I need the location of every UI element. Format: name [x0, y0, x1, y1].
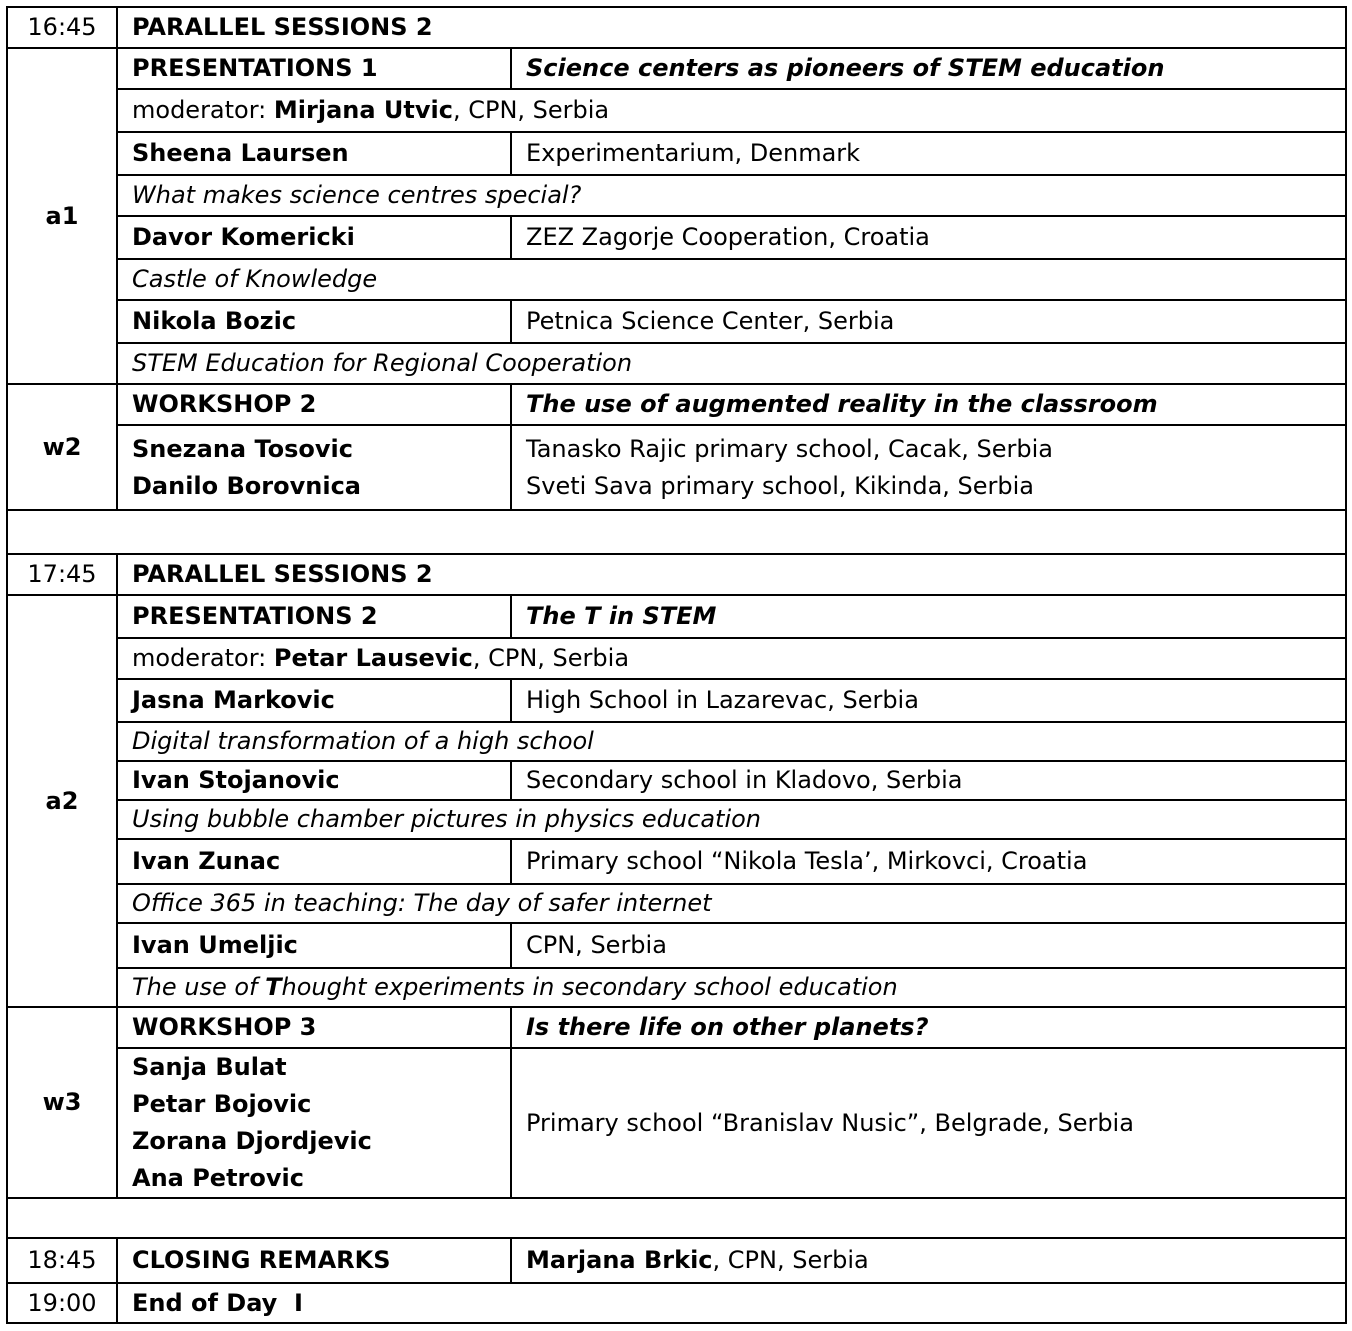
presenter-name: Petar Bojovic	[132, 1090, 312, 1118]
session-heading: PARALLEL SESSIONS 2	[117, 7, 1346, 48]
speaker-affiliation: Experimentarium, Denmark	[511, 132, 1346, 175]
presenter-name: Danilo Borovnica	[132, 471, 361, 500]
session-code: w3	[7, 1007, 117, 1198]
moderator-affiliation: , CPN, Serbia	[472, 644, 630, 673]
speaker-row	[7, 839, 1346, 884]
presenter-name: Snezana Tosovic	[132, 434, 353, 463]
workshop-header-row	[7, 384, 1346, 425]
presentation-header-row	[7, 595, 1346, 638]
moderator-name: Petar Lausevic	[273, 644, 473, 673]
session-theme: Is there life on other planets?	[511, 1007, 1346, 1048]
speaker-affiliation: ZEZ Zagorje Cooperation, Croatia	[511, 216, 1346, 259]
presenter-affiliations	[511, 425, 1346, 510]
session-code: a2	[7, 595, 117, 1007]
speaker-name: Sheena Laursen	[117, 132, 511, 175]
session-code: a1	[7, 48, 117, 384]
moderator-prefix: moderator:	[132, 644, 274, 673]
session-header-row	[7, 554, 1346, 595]
time-cell: 18:45	[7, 1238, 117, 1283]
talk-title-row	[7, 800, 1346, 839]
talk-title-emphasis: T	[265, 973, 282, 1002]
speaker-name: Ivan Umeljic	[117, 923, 511, 968]
speaker-name: Jasna Markovic	[117, 679, 511, 722]
session-label: WORKSHOP 3	[117, 1007, 511, 1048]
time-cell: 16:45	[7, 7, 117, 48]
talk-title-row	[7, 884, 1346, 923]
speaker-row	[7, 923, 1346, 968]
presenter-affiliation: Primary school “Branislav Nusic”, Belgrade, Serbia	[511, 1048, 1346, 1198]
speaker-name: Nikola Bozic	[117, 300, 511, 343]
end-row	[7, 1283, 1346, 1323]
closing-affiliation: , CPN, Serbia	[712, 1246, 869, 1275]
moderator-row	[7, 89, 1346, 132]
moderator-cell	[117, 638, 1346, 679]
talk-title-row	[7, 968, 1346, 1007]
closing-label: CLOSING REMARKS	[117, 1238, 511, 1283]
speaker-row	[7, 216, 1346, 259]
session-label: PRESENTATIONS 1	[117, 48, 511, 89]
presenter-name: Ana Petrovic	[132, 1164, 304, 1192]
speaker-affiliation: Secondary school in Kladovo, Serbia	[511, 761, 1346, 800]
talk-title: Office 365 in teaching: The day of safer internet	[117, 884, 1346, 923]
talk-title: Using bubble chamber pictures in physics education	[117, 800, 1346, 839]
time-cell: 17:45	[7, 554, 117, 595]
talk-title-row	[7, 175, 1346, 216]
speaker-row	[7, 132, 1346, 175]
moderator-name: Mirjana Utvic	[273, 96, 453, 125]
presenters-row	[7, 1048, 1346, 1198]
presenter-affiliation: Sveti Sava primary school, Kikinda, Serbia	[526, 471, 1035, 500]
presenters-row	[7, 425, 1346, 510]
end-label: End of Day I	[117, 1283, 1346, 1323]
talk-title: Digital transformation of a high school	[117, 722, 1346, 761]
speaker-row	[7, 761, 1346, 800]
session-heading: PARALLEL SESSIONS 2	[117, 554, 1346, 595]
session-label: PRESENTATIONS 2	[117, 595, 511, 638]
speaker-row	[7, 300, 1346, 343]
presenter-list	[117, 1048, 511, 1198]
speaker-name: Ivan Zunac	[117, 839, 511, 884]
speaker-affiliation: Petnica Science Center, Serbia	[511, 300, 1346, 343]
presenter-name: Sanja Bulat	[132, 1053, 287, 1081]
spacer-row	[7, 510, 1346, 554]
speaker-row	[7, 679, 1346, 722]
talk-title: STEM Education for Regional Cooperation	[117, 343, 1346, 384]
talk-title	[117, 968, 1346, 1007]
presenter-name: Zorana Djordjevic	[132, 1127, 372, 1155]
spacer-cell	[7, 510, 1346, 554]
moderator-cell	[117, 89, 1346, 132]
talk-title-row	[7, 343, 1346, 384]
talk-title: Castle of Knowledge	[117, 259, 1346, 300]
closing-speaker: Marjana Brkic	[526, 1246, 713, 1275]
talk-title-part: hought experiments in secondary school education	[281, 973, 898, 1002]
presentation-header-row	[7, 48, 1346, 89]
moderator-prefix: moderator:	[132, 96, 274, 125]
spacer-row	[7, 1198, 1346, 1238]
talk-title-row	[7, 259, 1346, 300]
presenter-affiliation: Tanasko Rajic primary school, Cacak, Serbia	[526, 434, 1053, 463]
talk-title-row	[7, 722, 1346, 761]
session-theme: The T in STEM	[511, 595, 1346, 638]
speaker-affiliation: High School in Lazarevac, Serbia	[511, 679, 1346, 722]
speaker-name: Ivan Stojanovic	[117, 761, 511, 800]
talk-title: What makes science centres special?	[117, 175, 1346, 216]
session-theme: Science centers as pioneers of STEM education	[511, 48, 1346, 89]
session-theme: The use of augmented reality in the classroom	[511, 384, 1346, 425]
closing-row	[7, 1238, 1346, 1283]
closing-speaker-cell	[511, 1238, 1346, 1283]
time-cell: 19:00	[7, 1283, 117, 1323]
session-header-row	[7, 7, 1346, 48]
spacer-cell	[7, 1198, 1346, 1238]
session-label: WORKSHOP 2	[117, 384, 511, 425]
speaker-affiliation: Primary school “Nikola Tesla’, Mirkovci, Croatia	[511, 839, 1346, 884]
presenter-list	[117, 425, 511, 510]
workshop-header-row	[7, 1007, 1346, 1048]
speaker-affiliation: CPN, Serbia	[511, 923, 1346, 968]
talk-title-part: The use of	[132, 973, 266, 1002]
programme-table	[6, 6, 1347, 1324]
moderator-row	[7, 638, 1346, 679]
speaker-name: Davor Komericki	[117, 216, 511, 259]
session-code: w2	[7, 384, 117, 510]
moderator-affiliation: , CPN, Serbia	[452, 96, 610, 125]
